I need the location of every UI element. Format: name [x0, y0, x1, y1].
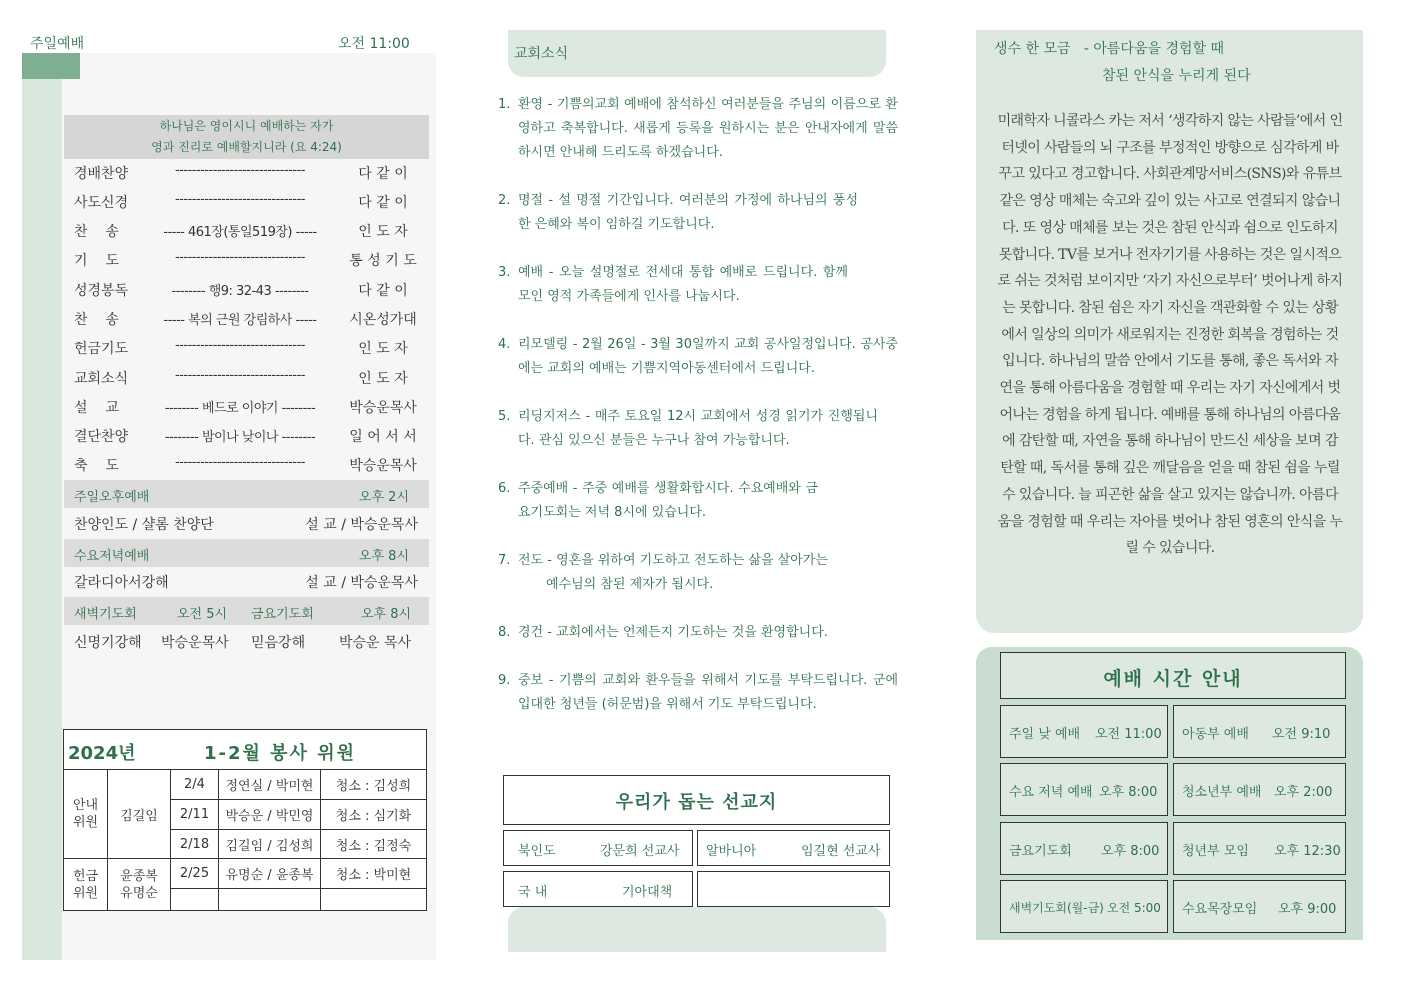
order-row: [74, 450, 420, 479]
order-item-leader: 통 성 기 도: [349, 253, 417, 269]
schedule-cell: [1000, 763, 1168, 816]
schedule-cell: [1173, 763, 1346, 816]
schedule-name: 아동부 예배: [1182, 727, 1249, 742]
offering-person: 윤종복 유명순: [108, 859, 171, 911]
schedule-cell: [1173, 705, 1346, 758]
news-item-text: 리딩지저스 - 매주 토요일 12시 교회에서 성경 읽기가 진행됩니다. 관심 있으신 분들은 누구나 참여 가능합니다.: [518, 409, 878, 448]
order-item-detail: ----- 461장(통일519장) -----: [163, 225, 317, 240]
news-item-number: 1.: [498, 97, 511, 112]
news-item-number: 2.: [498, 193, 511, 208]
news-item-number: 7.: [498, 553, 511, 568]
volunteer-date: 2/25: [171, 859, 219, 889]
sunday-pm-preacher: 설 교 / 박승운목사: [305, 517, 418, 533]
friday-leader: 박승운 목사: [339, 635, 412, 651]
order-item-detail: -------- 행9: 32-43 --------: [171, 284, 309, 299]
verse-line-2: 영과 진리로 예배할지니라 (요 4:24): [151, 140, 342, 154]
order-item-leader: 다 같 이: [358, 195, 408, 211]
schedule-name: 금요기도회: [1009, 844, 1072, 859]
order-item-name: 성경봉독: [74, 283, 129, 299]
volunteers-table: [63, 729, 427, 911]
mission-place: 북인도: [518, 844, 556, 859]
order-row: [74, 392, 420, 421]
worship-label: 주일예배: [30, 36, 85, 52]
order-item-name: 설 교: [74, 400, 119, 416]
sunday-pm-band: [64, 480, 429, 508]
middle-bottom-decor: [508, 907, 886, 952]
schedule-name: 수요목장모임: [1182, 902, 1258, 917]
volunteer-names: 김길임 / 김성희: [219, 830, 321, 859]
order-item-name: 찬 송: [74, 312, 119, 328]
order-item-leader: 다 같 이: [358, 283, 408, 299]
mission-person: 임길현 선교사: [801, 844, 881, 859]
essay-title: 생수 한 모금 - 아름다움을 경험할 때: [994, 41, 1224, 57]
order-item-name: 교회소식: [74, 371, 129, 387]
news-item-number: 4.: [498, 337, 511, 352]
order-item-name: 사도신경: [74, 195, 129, 211]
wed-pm-time: 오후 8시: [358, 549, 409, 564]
volunteer-empty-cell: [219, 889, 321, 911]
mission-cell: [503, 871, 693, 907]
volunteer-names: 박승운 / 박민영: [219, 800, 321, 830]
schedule-time: 오후 9:00: [1278, 902, 1337, 917]
schedule-cell: [1173, 822, 1346, 875]
volunteer-names: 유명순 / 윤종복: [219, 859, 321, 889]
order-item-detail: -------------------------------: [175, 163, 305, 178]
order-item-leader: 인 도 자: [358, 224, 408, 240]
news-title: 교회소식: [514, 46, 569, 62]
essay-subtitle: 참된 안식을 누리게 된다: [1102, 68, 1251, 84]
order-item-leader: 다 같 이: [358, 166, 408, 182]
friday-title: 금요기도회: [251, 607, 314, 622]
schedule-time: 오후 8:00: [1101, 844, 1160, 859]
order-item-detail: -------------------------------: [175, 192, 305, 207]
volunteer-date: 2/11: [171, 800, 219, 830]
order-row: [74, 245, 420, 274]
schedule-cell: [1000, 705, 1168, 758]
left-decor-tab: [22, 53, 80, 79]
schedule-time: 오전 11:00: [1095, 727, 1162, 742]
order-item-leader: 박승운목사: [349, 400, 417, 416]
order-item-leader: 박승운목사: [349, 458, 417, 474]
mission-cell: [503, 830, 693, 866]
schedule-cell: [1173, 880, 1346, 933]
essay-body: 미래학자 니콜라스 카는 저서 ‘생각하지 않는 사람들’에서 인터넷이 사람들의 뇌 구조를 부정적인 방향으로 심각하게 바꾸고 있다고 경고합니다. 사회관계망서비스(SNS)와 유튜브 같은 영상 매체는 숙고와 깊이 있는 사고로 연결되지 않습니다. 또 영상 매체를 보는 것은 참된 안식과 쉼으로 인도하지 못합니다. TV를 보거나 전자기기를 사용하는 것은 일시적으로 쉬는 것처럼 보이지만 ‘자기 자신으로부터’ 벗어나게 하지는 못합니다. 참된 쉼은 자기 자신을 객관화할 수 있는 상황에서 일상의 의미가 새로워지는 진정한 회복을 경험하는 것입니다. 하나님의 말씀 안에서 기도를 통해, 좋은 독서와 자연을 통해 아름다움을 경험할 때 우리는 자기 자신에게서 벗어나는 경험을 하게 됩니다. 예배를 통해 하나님의 아름다움에 감탄할 때, 자연을 통해 하나님이 만드신 세상을 보며 감탄할 때, 독서를 통해 깊은 깨달음을 얻을 때 참된 쉼을 누릴 수 있습니다. 늘 피곤한 삶을 살고 있지는 않습니까. 아름다움을 경험할 때 우리는 자아를 벗어나 참된 영혼의 안식을 누릴 수 있습니다.: [997, 113, 1343, 557]
wed-pm-preacher: 설 교 / 박승운목사: [305, 575, 418, 591]
order-item-name: 헌금기도: [74, 341, 129, 357]
order-item-leader: 일 어 서 서: [349, 429, 417, 445]
mission-person: 강문희 선교사: [600, 844, 680, 859]
volunteer-empty-cell: [321, 889, 426, 911]
wed-pm-band: [64, 539, 429, 567]
schedule-name: 주일 낮 예배: [1009, 727, 1081, 742]
friday-topic: 믿음강해: [251, 635, 306, 651]
order-item-detail: -------------------------------: [175, 455, 305, 470]
news-item-text: 리모델링 - 2월 26일 - 3월 30일까지 교회 공사일정입니다. 공사중에는 교회의 예배는 기쁨지역아동센터에서 드립니다.: [518, 337, 898, 376]
offering-label: 헌금 위원: [64, 859, 108, 911]
verse-line-1: 하나님은 영이시니 예배하는 자가: [159, 119, 334, 133]
volunteer-date: 2/4: [171, 770, 219, 800]
order-item-name: 축 도: [74, 458, 119, 474]
news-item-number: 8.: [498, 625, 511, 640]
guide-label: 안내 위원: [64, 770, 108, 859]
mission-place: 국 내: [518, 885, 548, 900]
volunteer-cleaning: 청소 : 심기화: [321, 800, 426, 830]
dawn-prayer-band: [64, 597, 429, 625]
news-item-text: 중보 - 기쁨의 교회와 환우들을 위해서 기도를 부탁드립니다. 군에 입대한 청년들 (허문범)을 위해서 기도 부탁드립니다.: [518, 673, 898, 712]
dawn-time: 오전 5시: [177, 607, 228, 622]
order-item-detail: -------------------------------: [175, 338, 305, 353]
left-decor-band: [22, 53, 62, 960]
wed-pm-title: 수요저녁예배: [74, 549, 150, 564]
news-item-number: 9.: [498, 673, 511, 688]
schedule-name: 수요 저녁 예배: [1009, 785, 1093, 800]
order-item-leader: 인 도 자: [358, 341, 408, 357]
dawn-prayer-row: [74, 627, 420, 656]
schedule-time: 오후 8:00: [1099, 785, 1158, 800]
news-item-text: 환영 - 기쁨의교회 예배에 참석하신 여러분들을 주님의 이름으로 환영하고 축복합니다. 새롭게 등록을 원하시는 분은 안내자에게 말씀하시면 안내해 드리도록 하겠습니다.: [518, 97, 898, 160]
order-item-name: 찬 송: [74, 224, 119, 240]
volunteers-heading: 1-2월 봉사 위원: [204, 743, 356, 764]
mission-cell: [697, 830, 890, 866]
order-row: [74, 304, 420, 333]
order-item-detail: -------------------------------: [175, 368, 305, 383]
order-item-detail: -------- 밤이나 낮이나 --------: [164, 430, 316, 445]
news-item-number: 5.: [498, 409, 511, 424]
sunday-pm-title: 주일오후예배: [74, 490, 150, 505]
volunteer-empty-cell: [171, 889, 219, 911]
volunteer-names: 정연실 / 박미현: [219, 770, 321, 800]
volunteer-date: 2/18: [171, 830, 219, 859]
schedule-time: 오전 9:10: [1272, 727, 1331, 742]
news-item-text: 주중예배 - 주중 예배를 생활화합시다. 수요예배와 금요기도회는 저녁 8시에 있습니다.: [518, 481, 818, 520]
order-item-name: 결단찬양: [74, 429, 129, 445]
volunteer-cleaning: 청소 : 김성희: [321, 770, 426, 800]
sunday-pm-time: 오후 2시: [358, 490, 409, 505]
order-row: [74, 333, 420, 362]
wed-pm-topic: 갈라디아서강해: [74, 575, 169, 591]
worship-time: 오전 11:00: [338, 36, 410, 52]
schedule-name: 청소년부 예배: [1182, 785, 1262, 800]
news-item-text-continued: 예수님의 참된 제자가 됩시다.: [546, 577, 714, 592]
missions-title: 우리가 돕는 선교지: [615, 792, 778, 813]
order-item-detail: ----- 복의 근원 강림하사 -----: [163, 313, 317, 328]
order-item-leader: 인 도 자: [358, 371, 408, 387]
volunteers-title-row: [64, 730, 426, 770]
schedule-time: 오후 12:30: [1274, 844, 1341, 859]
news-item-text: 전도 - 영혼을 위하여 기도하고 전도하는 삶을 살아가는: [518, 553, 828, 568]
dawn-title: 새벽기도회: [74, 607, 137, 622]
verse-box: [64, 115, 429, 159]
schedule-name: 새벽기도회(월-금): [1009, 901, 1104, 915]
schedule-title: 예배 시간 안내: [1103, 668, 1243, 690]
order-row: [74, 187, 420, 216]
dawn-topic: 신명기강해: [74, 635, 142, 651]
order-item-leader: 시온성가대: [349, 312, 417, 328]
schedule-cell: [1000, 880, 1168, 933]
mission-cell-empty: [697, 871, 890, 907]
order-row: [74, 158, 420, 187]
order-item-name: 기 도: [74, 253, 119, 269]
news-item-text: 명절 - 설 명절 기간입니다. 여러분의 가정에 하나님의 풍성한 은혜와 복이 임하길 기도합니다.: [518, 193, 858, 232]
order-row: [74, 421, 420, 450]
volunteers-year: 2024년: [68, 743, 136, 764]
order-item-name: 경배찬양: [74, 166, 129, 182]
schedule-time: 오후 2:00: [1274, 785, 1333, 800]
guide-person: 김길임: [108, 770, 171, 859]
friday-time: 오후 8시: [361, 607, 412, 622]
news-item-text: 경건 - 교회에서는 언제든지 기도하는 것을 환영합니다.: [518, 625, 828, 640]
order-item-detail: -------------------------------: [175, 250, 305, 265]
mission-person: 기아대책: [622, 885, 673, 900]
dawn-leader: 박승운목사: [161, 635, 229, 651]
order-row: [74, 363, 420, 392]
schedule-name: 청년부 모임: [1182, 844, 1249, 859]
volunteer-cleaning: 청소 : 박미현: [321, 859, 426, 889]
wed-pm-row: [74, 567, 420, 596]
volunteer-cleaning: 청소 : 김정숙: [321, 830, 426, 859]
order-item-detail: -------- 베드로 이야기 --------: [164, 401, 316, 416]
sunday-pm-leader: 찬양인도 / 샬롬 찬양단: [74, 517, 214, 533]
mission-place: 알바니아: [706, 844, 757, 859]
sunday-pm-row: [74, 509, 420, 538]
news-item-text: 예배 - 오늘 설명절로 전세대 통합 예배로 드립니다. 함께 모인 영적 가족들에게 인사를 나눕시다.: [518, 265, 848, 304]
news-item-number: 6.: [498, 481, 511, 496]
schedule-cell: [1000, 822, 1168, 875]
missions-title-box: [503, 775, 890, 825]
schedule-title-box: [1000, 652, 1346, 699]
order-row: [74, 216, 420, 245]
order-row: [74, 275, 420, 304]
schedule-time: 오전 5:00: [1107, 901, 1161, 915]
news-item-number: 3.: [498, 265, 511, 280]
